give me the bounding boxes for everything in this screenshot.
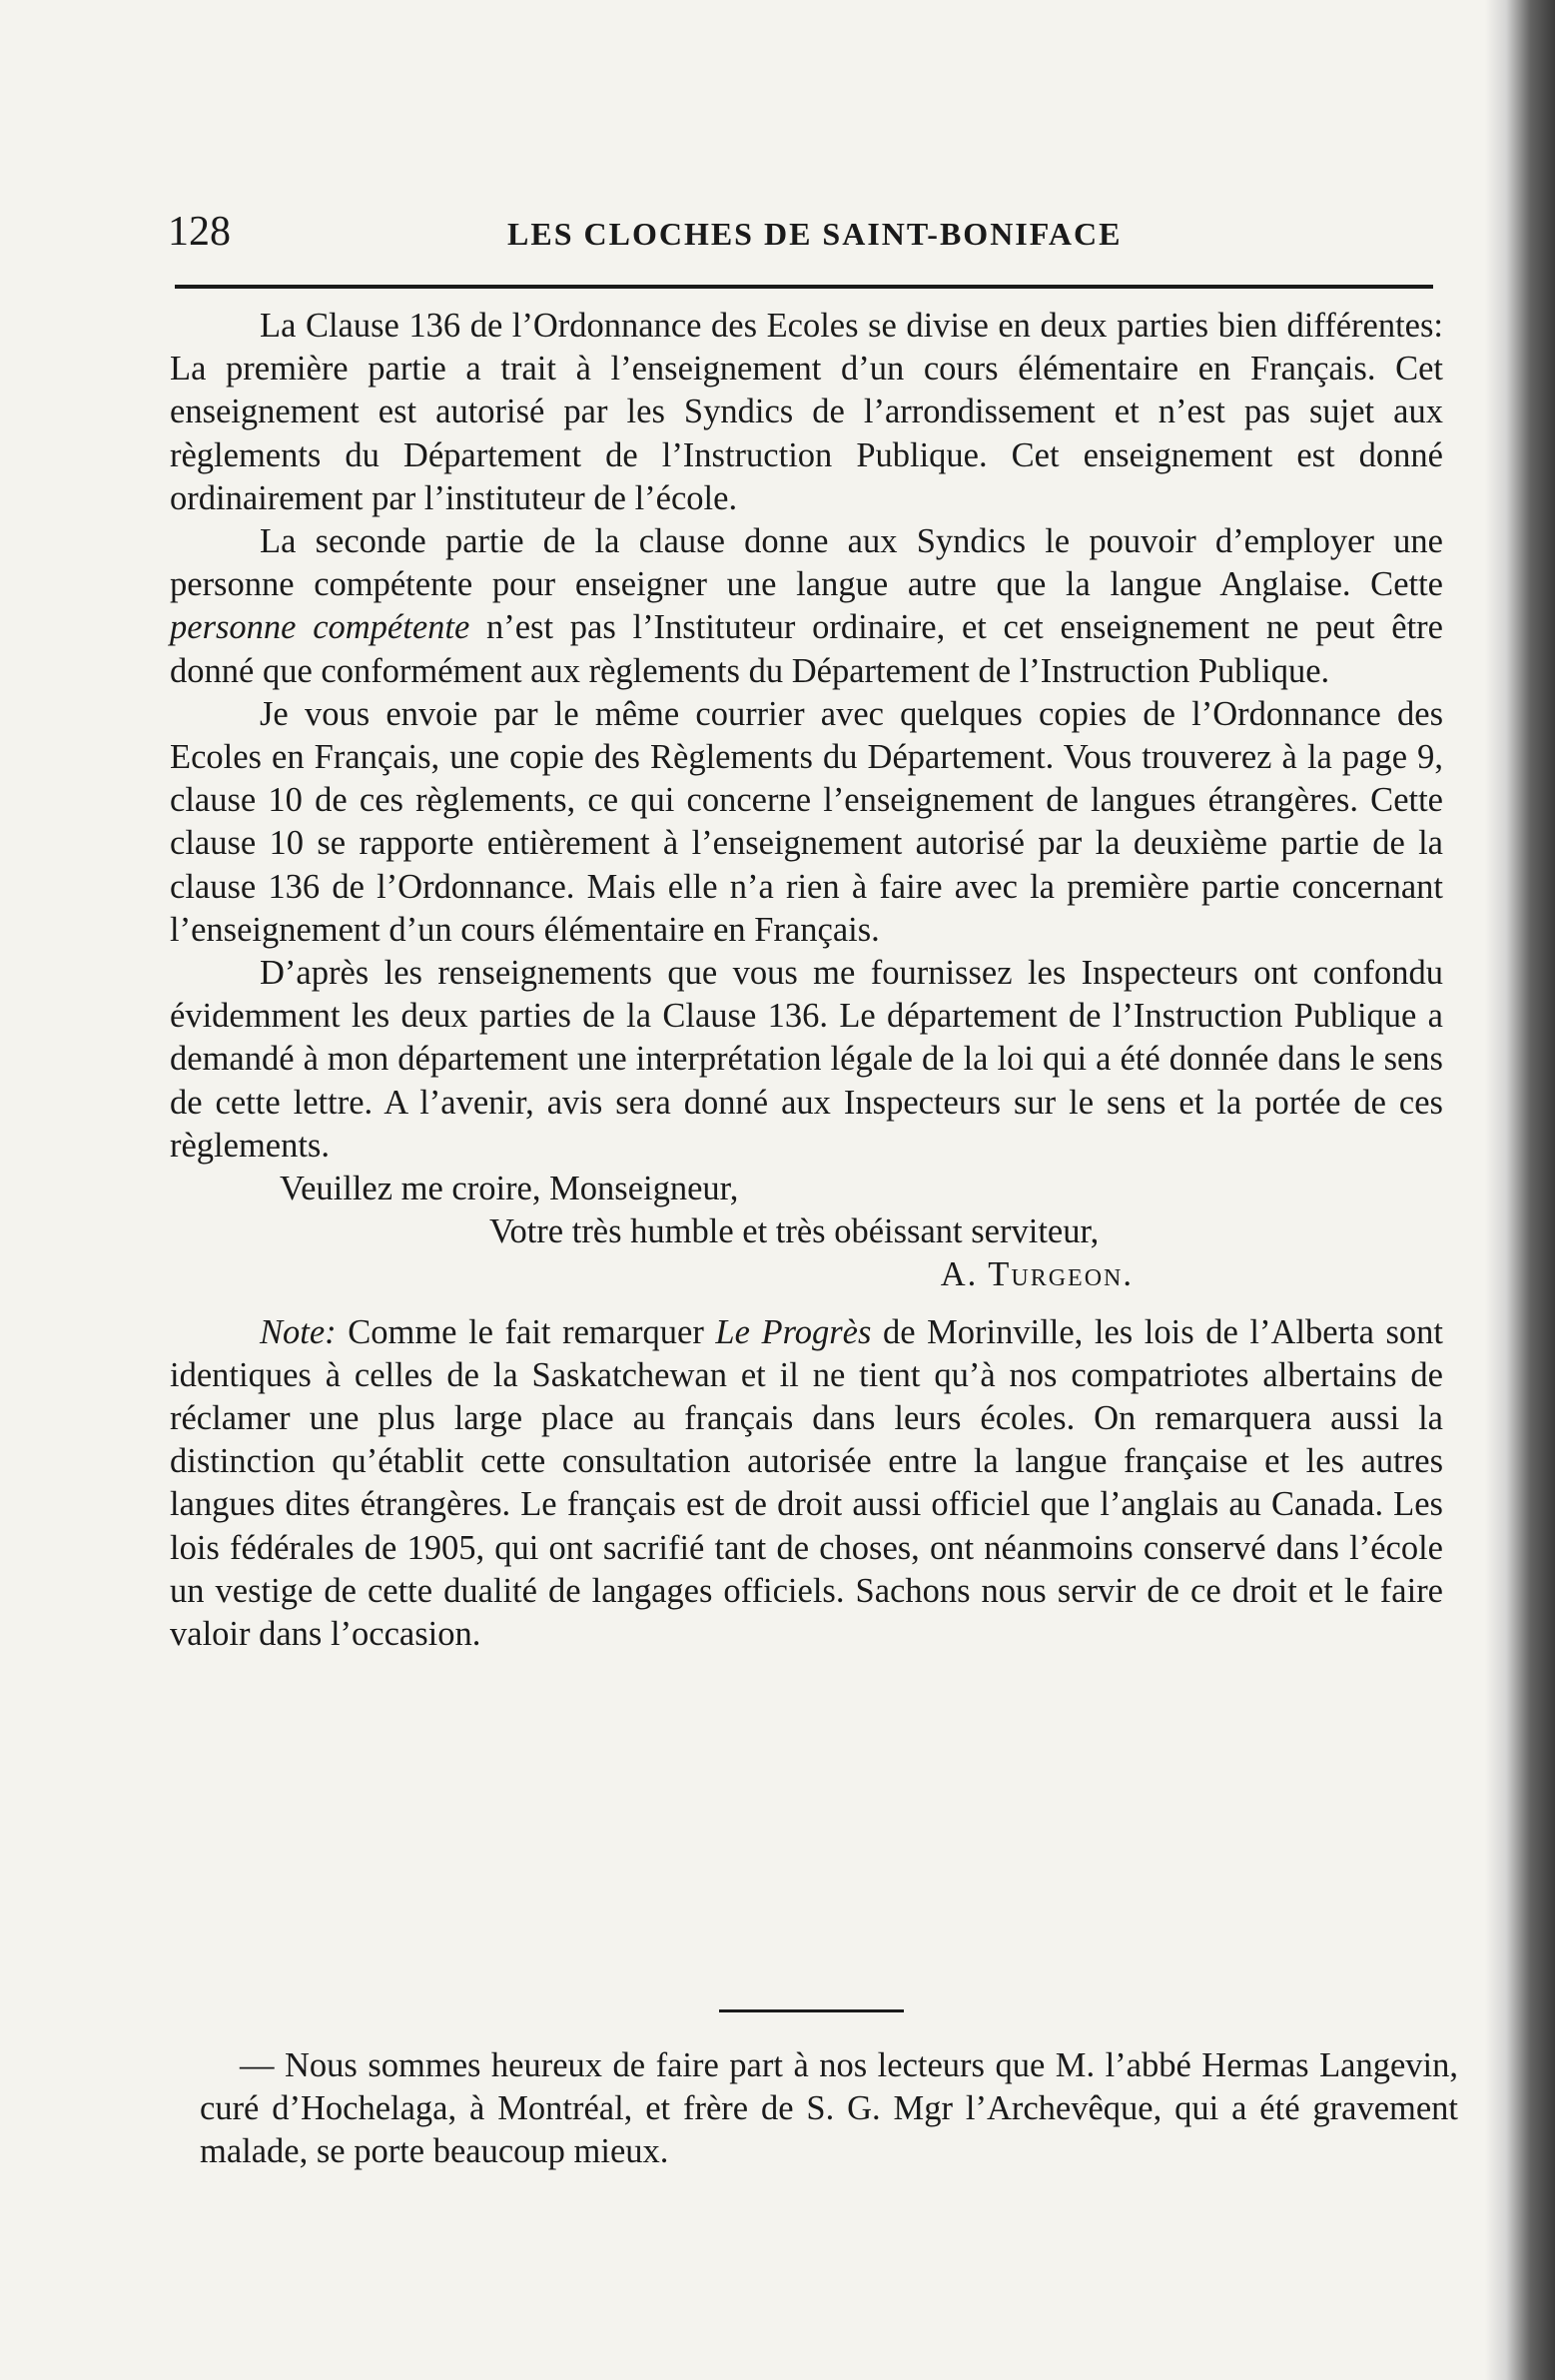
letter-signoff: Votre très humble et très obéissant serviteur, [489, 1212, 1100, 1251]
page-edge-shadow [1485, 0, 1555, 2380]
note-label: Note: [260, 1312, 337, 1351]
letter-paragraph-2 [170, 520, 1443, 693]
page-header [168, 208, 1456, 268]
news-item [200, 2044, 1458, 2174]
paragraph-2-italic: personne compétente [170, 608, 470, 647]
news-paragraph: — Nous sommes heureux de faire part à nos lecteurs que M. l’abbé Hermas Langevin, curé d’Hochelaga, à Montréal, et frère de S. G. Mgr l’Archevêque, qui a été gravement malade, se porte beaucoup mieux. [200, 2046, 1458, 2171]
letter-paragraph-3: Je vous envoie par le même courrier avec quelques copies de l’Ordonnance des Ecoles en Français, une copie des Règlements du Département. Vous trouverez à la page 9, clause 10 de ces règlements, ce qui concerne l’enseignement de langues étrangères. Cette clause 10 se rapporte entièrement à l’enseignement autorisé par la deuxième partie de la clause 136 de l’Ordonnance. Mais elle n’a rien à faire avec la première partie concernant l’enseignement d’un cours élémentaire en Français. [170, 694, 1443, 949]
note-text-b: de Morinville, les lois de l’Alberta sont identiques à celles de la Saskatchewan et il ne tient qu’à nos compatriotes albertains de réclamer une plus large place au français dans leurs écoles. On remarquera aussi la distinction qu’établit cette consultation autorisée entre la langue française et les autres langues dites étrangères. Le français est de droit aussi officiel que l’anglais au Canada. Les lois fédérales de 1905, qui ont sacrifié tant de choses, ont néanmoins conservé dans l’école un vestige de cette dualité de langages officiels. Sachons nous servir de ce droit et le faire valoir dans l’occasion. [170, 1312, 1443, 1654]
letter-closing: Veuillez me croire, Monseigneur, [280, 1170, 739, 1208]
running-title: LES CLOCHES DE SAINT-BONIFACE [507, 216, 1123, 252]
header-rule [175, 285, 1433, 289]
paragraph-2-text-b: n’est pas l’Instituteur ordinaire, et cet enseignement ne peut être donné que conformément aux règlements du Département de l’Instruction Publique. [170, 608, 1443, 690]
editor-note [170, 1311, 1443, 1657]
note-journal-title: Le Progrès [715, 1312, 872, 1351]
letter-paragraph-1: La Clause 136 de l’Ordonnance des Ecoles se divise en deux parties bien différentes: La première partie a trait à l’enseignement d’un cours élémentaire en Français. Cet enseignement est autorisé par les Syndics de l’arrondissement et n’est pas sujet aux règlements du Département de l’Instruction Publique. Cet enseignement est donné ordinairement par l’instituteur de l’école. [170, 307, 1443, 517]
section-separator [719, 2009, 904, 2012]
letter-body [170, 305, 1443, 1656]
paragraph-2-text-a: La seconde partie de la clause donne aux Syndics le pouvoir d’employer une personne compétente pour enseigner une langue autre que la langue Anglaise. Cette [170, 522, 1443, 604]
note-text-a: Comme le fait remarquer [336, 1312, 716, 1351]
letter-signature: A. Turgeon. [940, 1255, 1134, 1294]
page-number: 128 [168, 209, 231, 255]
letter-paragraph-4: D’après les renseignements que vous me fournissez les Inspecteurs ont confondu évidemment les deux parties de la Clause 136. Le département de l’Instruction Publique a demandé à mon département une interprétation légale de la loi qui a été donnée dans le sens de cette lettre. A l’avenir, avis sera donné aux Inspecteurs sur le sens et la portée de ces règlements. [170, 954, 1443, 1165]
